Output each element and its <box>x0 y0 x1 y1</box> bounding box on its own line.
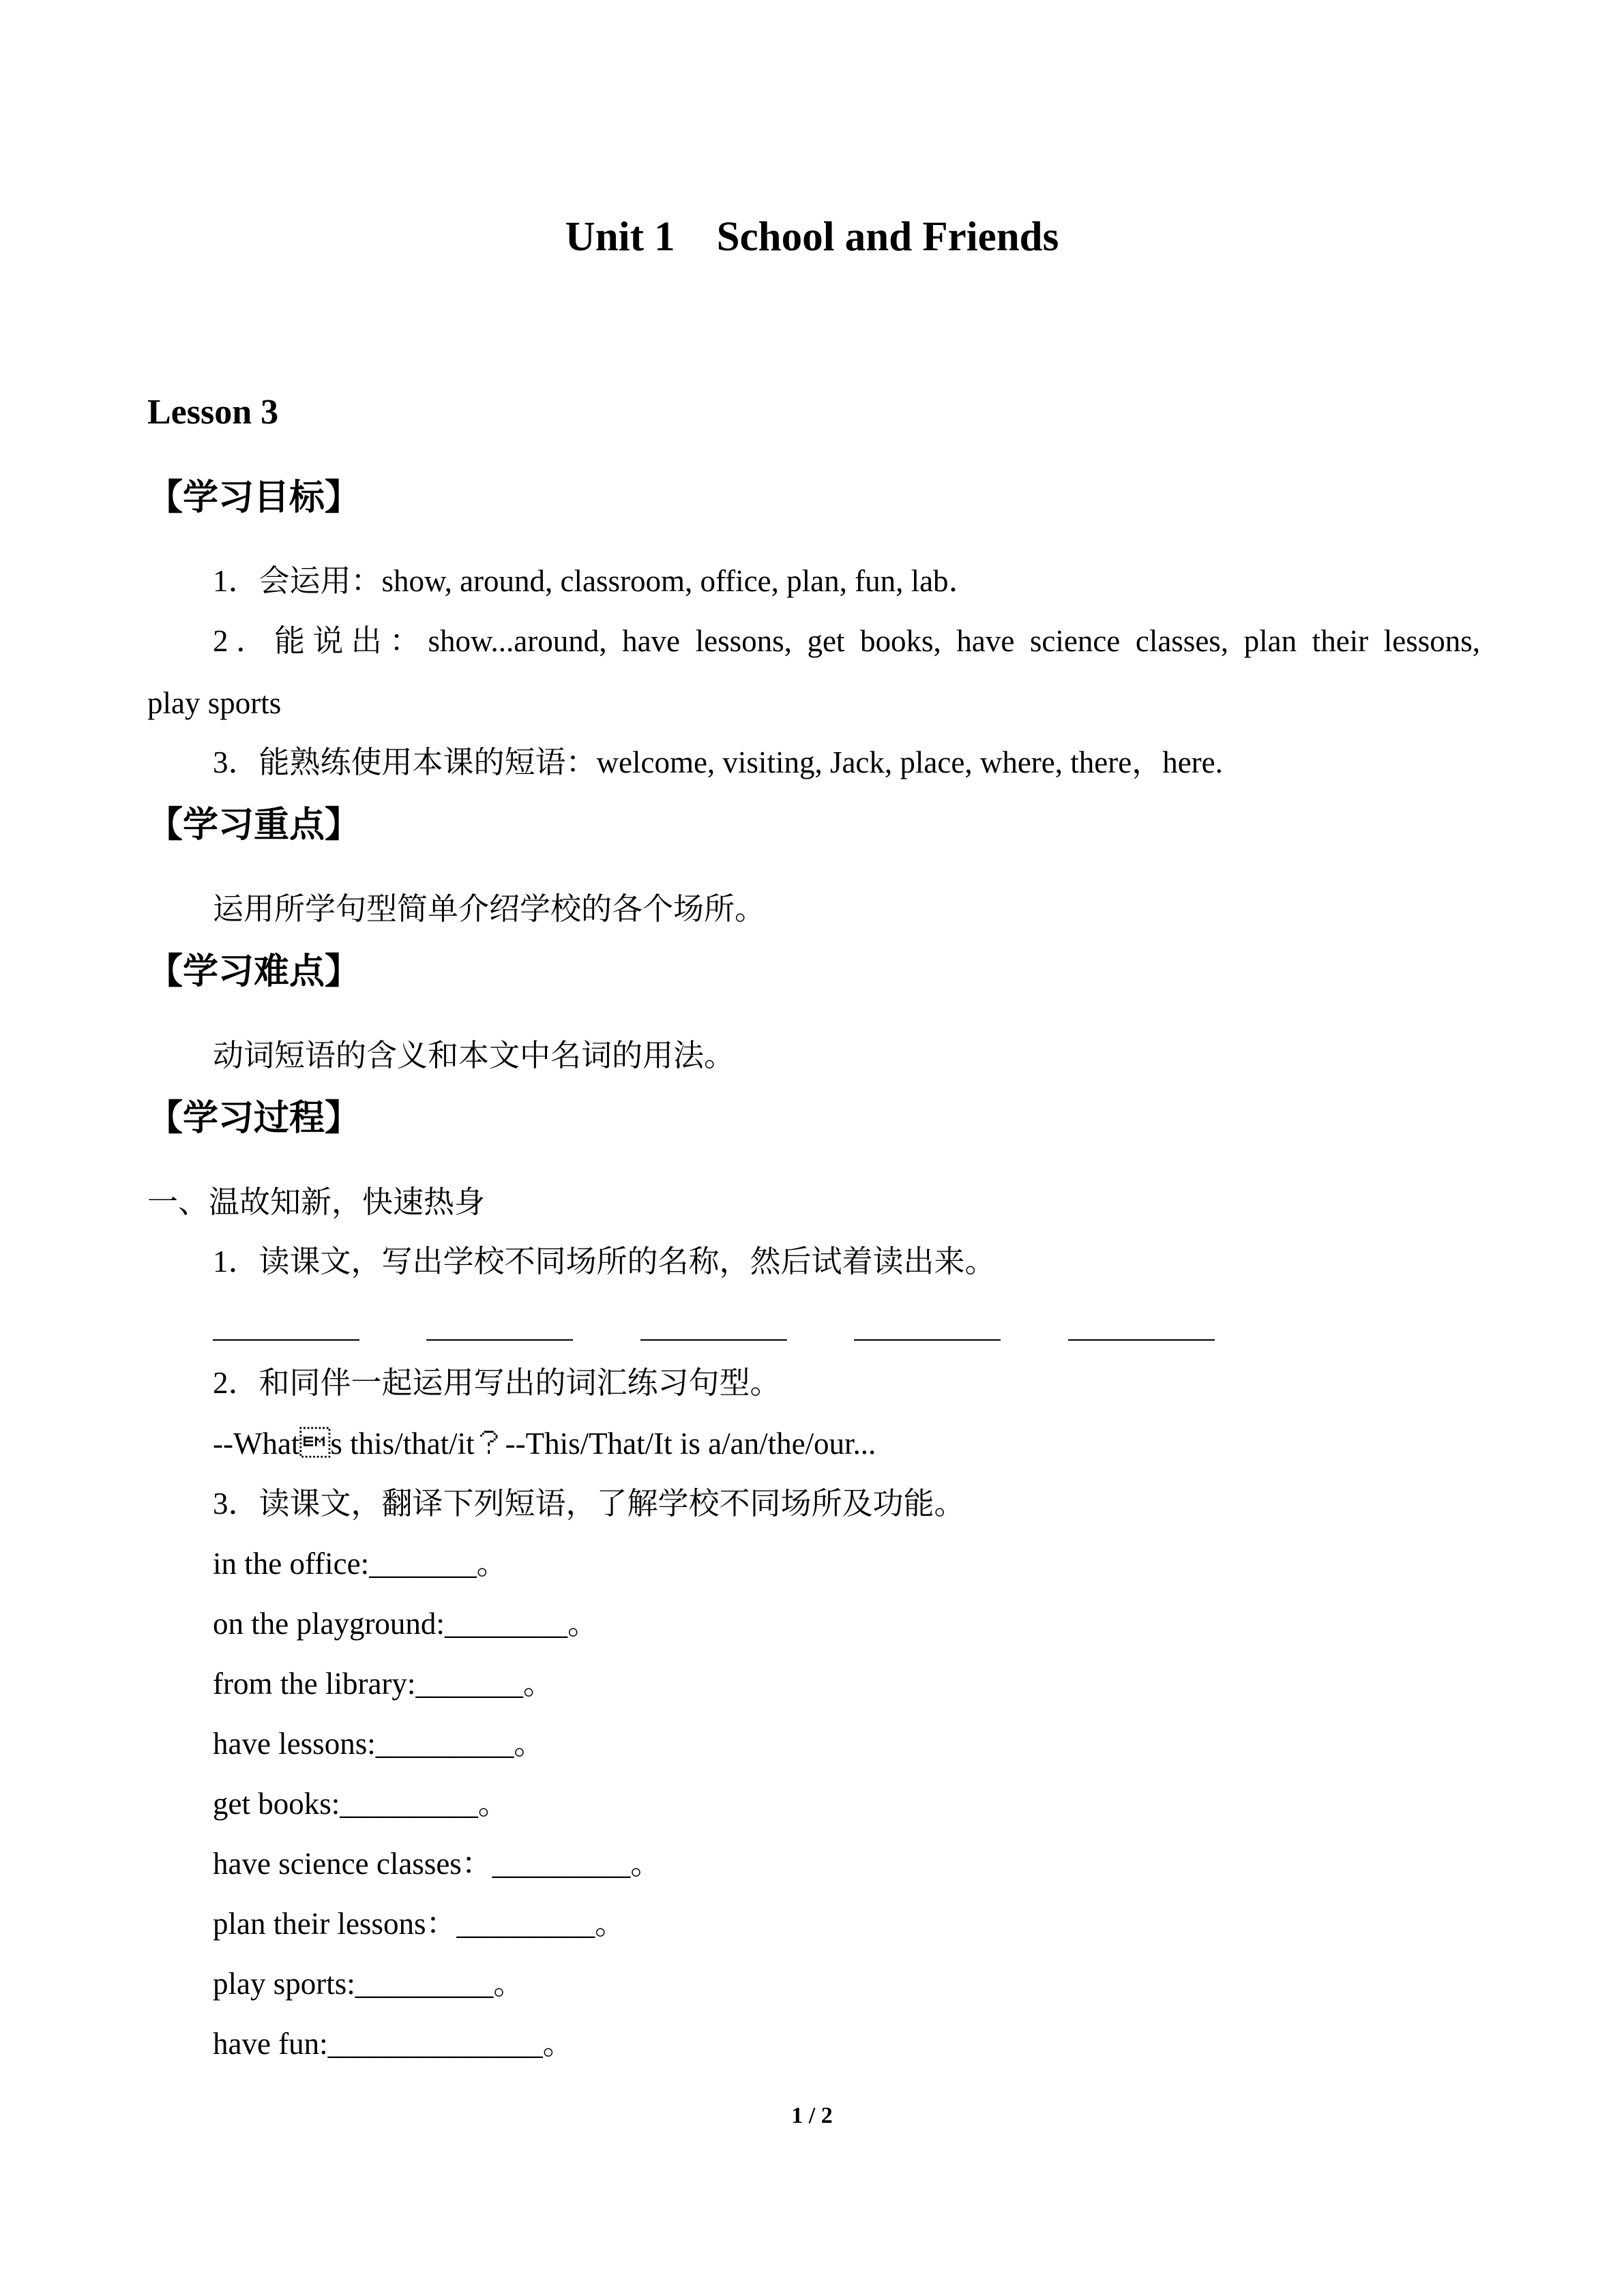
phrase-item: get books:_________。 <box>213 1787 509 1821</box>
phrase-item: have science classes：_________。 <box>213 1847 662 1881</box>
page-number: 1 / 2 <box>791 2103 833 2128</box>
phrase-item: plan their lessons：_________。 <box>213 1907 625 1941</box>
task3-text: 3．读课文，翻译下列短语，了解学校不同场所及功能。 <box>213 1487 965 1521</box>
phrase-item: play sports:_________。 <box>213 1967 525 2001</box>
answer-blanks-row <box>213 1309 1509 1350</box>
answer-blank-2[interactable] <box>426 1339 573 1341</box>
phrase-item: on the playground:________。 <box>213 1607 598 1641</box>
objectives-heading: 【学习目标】 <box>147 477 361 518</box>
phrase-item: in the office:_______。 <box>213 1547 507 1581</box>
answer-blank-1[interactable] <box>213 1339 359 1341</box>
page-title: Unit 1 School and Friends <box>565 214 1059 260</box>
phrase-item: have fun:______________。 <box>213 2027 574 2061</box>
dialogue-pattern: --Whats this/that/it？--This/That/It is a/an/the/our... <box>213 1427 876 1461</box>
objective-item-3: 3．能熟练使用本课的短语：welcome, visiting, Jack, place, where, there，here. <box>213 745 1223 779</box>
task1-text: 1．读课文，写出学校不同场所的名称，然后试着读出来。 <box>213 1244 996 1279</box>
phrase-item: from the library:_______。 <box>213 1667 554 1701</box>
key-points-text: 运用所学句型简单介绍学校的各个场所。 <box>213 892 766 926</box>
key-points-heading: 【学习重点】 <box>147 805 361 846</box>
part1-title: 一、温故知新，快速热身 <box>147 1185 486 1219</box>
answer-blank-5[interactable] <box>1068 1339 1215 1341</box>
task2-text: 2．和同伴一起运用写出的词汇练习句型。 <box>213 1366 781 1400</box>
phrase-item: have lessons:_________。 <box>213 1727 545 1761</box>
difficulties-heading: 【学习难点】 <box>147 951 361 992</box>
process-heading: 【学习过程】 <box>147 1098 361 1139</box>
objective-item-2-continued: play sports <box>147 686 282 720</box>
objective-item-1: 1．会运用：show, around, classroom, office, plan, fun, lab． <box>213 564 979 598</box>
objective-item-2: 2．能说出：show...around, have lessons, get books, have science classes, plan their lessons, <box>213 624 1480 658</box>
answer-blank-4[interactable] <box>854 1339 1001 1341</box>
difficulties-text: 动词短语的含义和本文中名词的用法。 <box>213 1039 735 1073</box>
answer-blank-3[interactable] <box>640 1339 787 1341</box>
lesson-title: Lesson 3 <box>147 393 279 432</box>
